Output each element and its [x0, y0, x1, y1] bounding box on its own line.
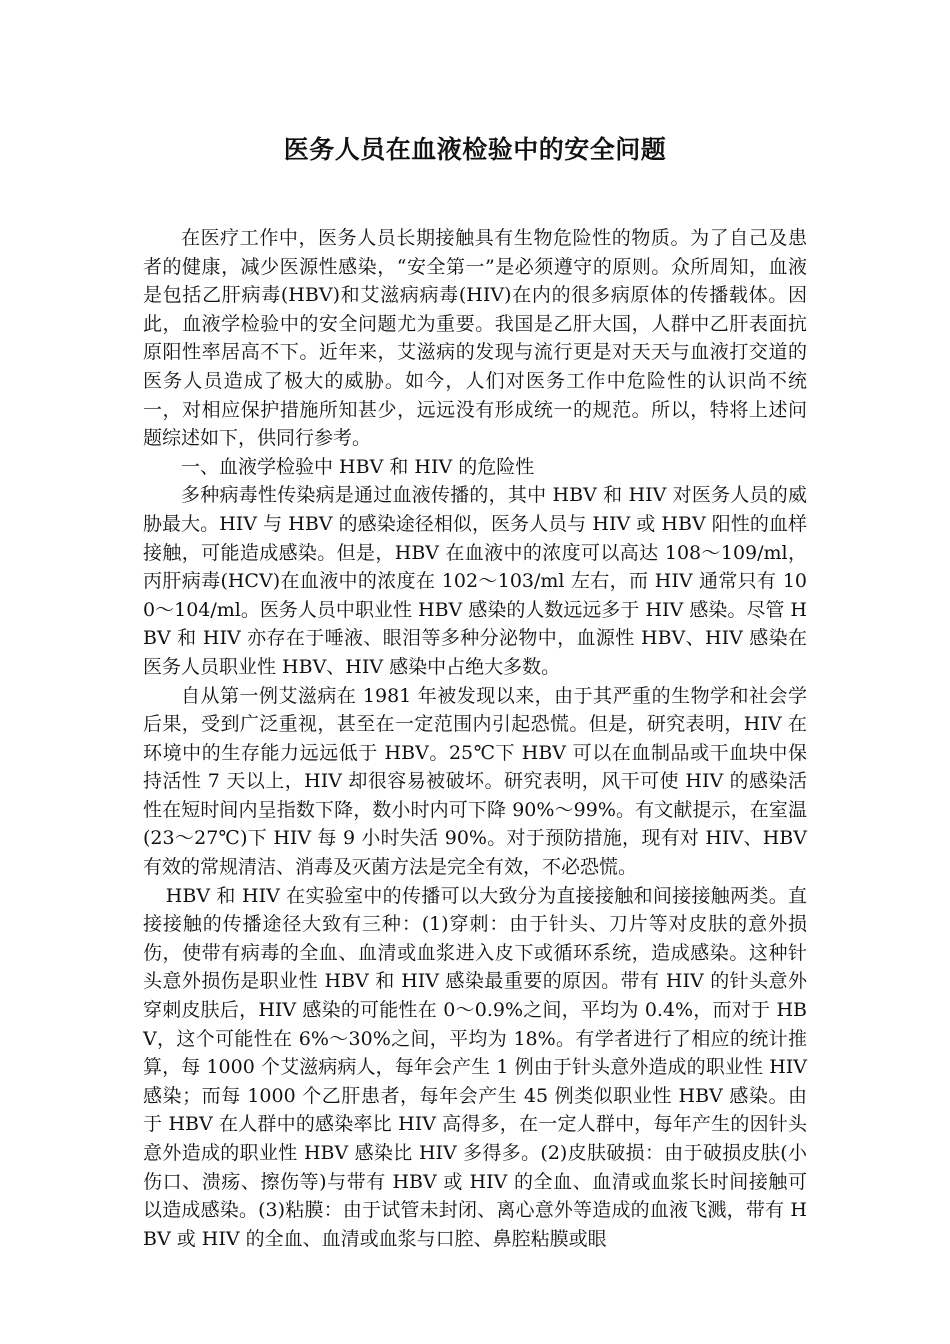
section-heading: 一、血液学检验中 HBV 和 HIV 的危险性 [181, 455, 535, 478]
document-title: 医务人员在血液检验中的安全问题 [283, 135, 667, 164]
document-body [143, 224, 807, 1253]
paragraph-transmission: HBV 和 HIV 在实验室中的传播可以大致分为直接接触和间接接触两类。直接接触的传播途径大致有三种：(1)穿刺：由于针头、刀片等对皮肤的意外损伤，使带有病毒的全血、血清或血浆进入皮下或循环系统，造成感染。这种针头意外损伤是职业性 HBV 和 HIV 感染最重要的原因。带有 HIV 的针头意外穿刺皮肤后，HIV 感染的可能性在 0～0.9%之间，平均为 0.4%，而对于 HBV，这个可能性在 6%～30%之间，平均为 18%。有学者进行了相应的统计推算，每 1000 个艾滋病病人，每年会产生 1 例由于针头意外造成的职业性 HIV 感染；而每 1000 个乙肝患者，每年会产生 45 例类似职业性 HBV 感染。由于 HBV 在人群中的感染率比 HIV 高得多，在一定人群中，每年产生的因针头意外造成的职业性 HBV 感染比 HIV 多得多。(2)皮肤破损：由于破损皮肤(小伤口、溃疡、擦伤等)与带有 HBV 或 HIV 的全血、血清或血浆长时间接触可以造成感染。(3)粘膜：由于试管未封闭、离心意外等造成的血液飞溅，带有 HBV 或 HIV 的全血、血清或血浆与口腔、鼻腔粘膜或眼 [143, 884, 807, 1250]
paragraph-history: 自从第一例艾滋病在 1981 年被发现以来，由于其严重的生物学和社会学后果，受到广泛重视，甚至在一定范围内引起恐慌。但是，研究表明，HIV 在环境中的生存能力远远低于 HBV。25℃下 HBV 可以在血制品或干血块中保持活性 7 天以上，HIV 却很容易被破坏。研究表明，风干可使 HIV 的感染活性在短时间内呈指数下降，数小时内可下降 90%～99%。有文献提示，在室温(23～27℃)下 HIV 每 9 小时失活 90%。对于预防措施，现有对 HIV、HBV 有效的常规清洁、消毒及灭菌方法是完全有效，不必恐慌。 [143, 684, 807, 879]
paragraph-threat: 多种病毒性传染病是通过血液传播的，其中 HBV 和 HIV 对医务人员的威胁最大。HIV 与 HBV 的感染途径相似，医务人员与 HIV 或 HBV 阳性的血样接触，可能造成感染。但是，HBV 在血液中的浓度可以高达 108～109/ml，丙肝病毒(HCV)在血液中的浓度在 102～103/ml 左右，而 HIV 通常只有 100～104/ml。医务人员中职业性 HBV 感染的人数远远多于 HIV 感染。尽管 HBV 和 HIV 亦存在于唾液、眼泪等多种分泌物中，血源性 HBV、HIV 感染在医务人员职业性 HBV、HIV 感染中占绝大多数。 [143, 484, 807, 678]
paragraph-intro: 在医疗工作中，医务人员长期接触具有生物危险性的物质。为了自己及患者的健康，减少医源性感染，“安全第一”是必须遵守的原则。众所周知，血液是包括乙肝病毒(HBV)和艾滋病病毒(HIV)在内的很多病原体的传播载体。因此，血液学检验中的安全问题尤为重要。我国是乙肝大国，人群中乙肝表面抗原阳性率居高不下。近年来，艾滋病的发现与流行更是对天天与血液打交道的医务人员造成了极大的威胁。如今，人们对医务工作中危险性的认识尚不统一，对相应保护措施所知甚少，远远没有形成统一的规范。所以，特将上述问题综述如下，供同行参考。 [143, 227, 807, 450]
